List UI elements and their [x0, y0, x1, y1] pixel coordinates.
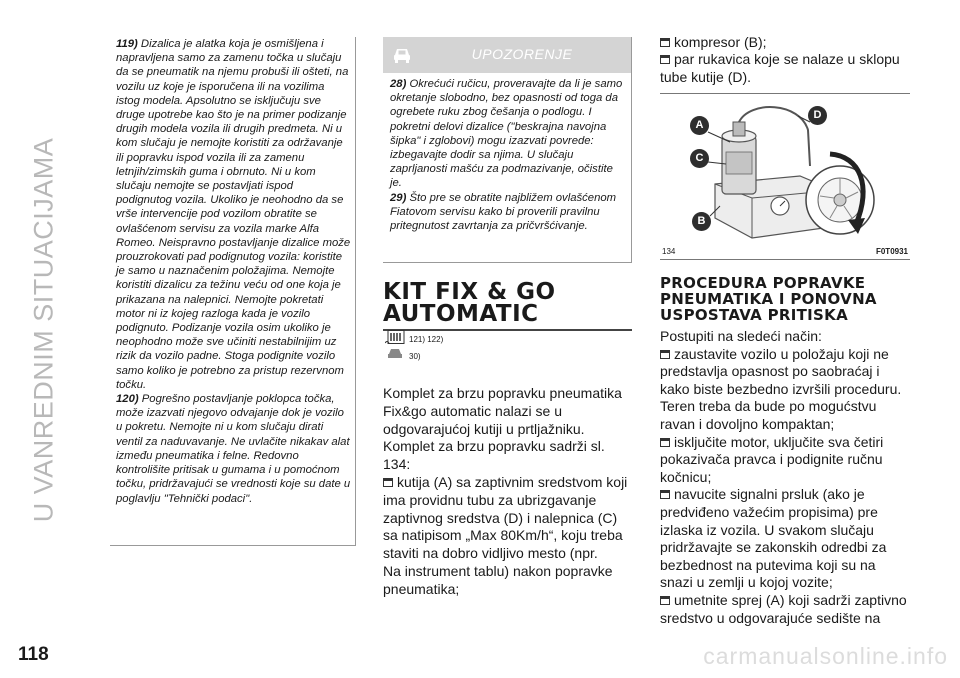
bullet-icon [660, 55, 670, 64]
label-c: C [695, 152, 704, 164]
kit-bullet-text: kompresor (B); [674, 34, 767, 50]
page-number: 118 [18, 644, 49, 665]
warning-header [383, 37, 631, 73]
label-a: A [695, 119, 704, 131]
note-number: 29) [390, 191, 407, 204]
kit-bullet [383, 474, 635, 563]
kit-description [383, 385, 635, 599]
kit-paragraph: Komplet za brzu popravku pneumatika Fix&go automatic nalazi se u odgovarajućoj kutiji u prtljažniku. [383, 385, 622, 437]
kit-paragraph: Na instrument tablu) nakon popravke pneumatika; [383, 562, 613, 597]
note-number: 119) [116, 38, 138, 50]
warning-body [383, 73, 631, 233]
bullet-icon [660, 350, 670, 359]
ref-row-1 [385, 330, 443, 344]
procedure-intro: Postupiti na sledeći način: [660, 328, 822, 344]
label-b-marker [692, 212, 711, 231]
note-120 [116, 392, 351, 506]
procedure-step [660, 592, 912, 627]
warning-note-28 [390, 77, 625, 191]
figure-number: 134 [662, 247, 676, 256]
warning-note-29 [390, 191, 625, 234]
bullet-icon [383, 478, 393, 487]
ref-row-2 [385, 347, 443, 361]
procedure-step-text: zaustavite vozilo u položaju koji ne predstavlja opasnost po saobraćaj i kako biste bezbedno izvršili proceduru. Teren treba da bude po mogućstvu ravan i dovoljno kompaktan; [660, 345, 902, 432]
bullet-icon [660, 438, 670, 447]
kit-paragraph: Komplet za brzu popravku sadrži sl. 134: [383, 438, 605, 473]
note-number: 120) [116, 393, 139, 406]
note-number: 28) [390, 78, 407, 90]
repair-procedure-title: PROCEDURA POPRAVKE PNEUMATIKA I PONOVNA USPOSTAVA PRITISKA [660, 274, 877, 324]
repair-procedure-steps [660, 328, 912, 627]
note-text: Dizalica je alatka koja je osmišljena i napravljena samo za zamenu točka u slučaju da se pneumatik na njemu probuši ili ošteti, na vozilu uz koje je isporučena ili na vozilima istog modela. Apsolutno se isključuju sve druge upotrebe kao što je na primer podizanje drugih modela vozila ili drugih predmeta. Ni u kom slučaju je nemojte koristiti za održavanje ili popravku ispod vozila ili za zamenu letnjih/zimskih guma i obrnuto. Ni u kom slučaju nemojte se postavljati ispod podignutog vozila. Ukoliko je neohodno da se vrše intervencije pod vozilom obratite se ovlašćenom servisu za vozila marke Alfa Romeo. Neispravno postavljanje dizalice može prouzrokovati pad podignutog vozila: koristite je samo u naznačenim položajima. Nemojte koristiti dizalicu za težinu veću od one koja je prikazana na nalepnici. Nemojte pokretati motor ni iz kojeg razloga kada je vozilo podignuto. Podizanje vozila osim ukoliko je neophodno može sve učiniti nestabilnijim uz rizik da vozilo padne. Stoga podignite vozilo samo koliko je potrebno za pristup rezervnom točku. [116, 38, 351, 391]
notes-column [110, 37, 356, 546]
procedure-step [660, 346, 912, 434]
label-d: D [813, 109, 822, 121]
note-text: Što pre se obratite najbližem ovlašćenom Fiatovom servisu kako bi proverili pravilnu pritegnutost zavrtanja za pričvršćivanje. [390, 191, 617, 233]
figure-134 [660, 93, 910, 260]
watermark: carmanualsonline.info [703, 643, 948, 669]
procedure-step-text: navucite signalni prsluk (ako je predviđeno važećim propisima) pre izlaska iz vozila. U svakom slučaju pridržavajte se zakonskih odredbi za bezbednost na putevima koji su na snazi u zemlji u kojoj vozite; [660, 486, 887, 591]
procedure-step [660, 486, 912, 592]
manual-book-icon [385, 330, 405, 344]
label-c-marker [690, 149, 709, 168]
warning-box [383, 37, 632, 263]
ref-numbers: 30) [409, 352, 421, 361]
bullet-icon [660, 490, 670, 499]
warning-car-small-icon [385, 347, 405, 361]
label-a-marker [690, 116, 709, 135]
kit-section-title: KIT FIX & GO AUTOMATIC [383, 281, 632, 331]
warning-title: UPOZORENJE [471, 46, 573, 62]
kit-bullet [660, 34, 912, 51]
label-b: B [697, 215, 706, 227]
note-text: Okrećući ručicu, proveravajte da li je samo okretanje slobodno, bez opasnosti od toga da ogrebete ruku zbog češanja o podlogu. I pokretni delovi dizalice ("beskrajna navojna šipka" i zglobovi) mogu izazvati povrede: izbegavajte dodir sa njima. U slučaju zaprljanosti mašću za podmazivanje, očistite je. [390, 78, 623, 190]
ref-numbers: 121) 122) [409, 335, 444, 344]
figure-code: F0T0931 [875, 247, 908, 256]
kit-contents-continued [660, 34, 912, 86]
bullet-icon [660, 596, 670, 605]
procedure-step [660, 434, 912, 487]
note-119 [116, 37, 351, 392]
chapter-side-title-text: U VANREDNIM SITUACIJAMA [28, 137, 59, 523]
reference-icons [385, 330, 443, 364]
label-d-marker [808, 106, 827, 125]
kit-bullet-text: par rukavica koje se nalaze u sklopu tube kutije (D). [660, 51, 900, 85]
note-text: Pogrešno postavljanje poklopca točka, može izazvati njegovo odvajanje dok je vozilo u pokretu. Nemojte ni u kom slučaju dirati ventil za naduvavanje. Ne uvlačite nikakav alat između pneumatika i felne. Redovno kontrolišite pritisak u gumama i u pomoćnom točku, pridržavajući se vrednosti koje su date u poglavlju "Tehnički podaci". [116, 393, 351, 505]
procedure-step-text: isključite motor, uključite sva četiri pokazivača pravca i podignite ručnu kočnicu; [660, 433, 884, 485]
kit-bullet-text: kutija (A) sa zaptivnim sredstvom koji ima providnu tubu za ubrizgavanje zaptivnog sredstva (D) i nalepnica (C) sa natipisom „Max 80Km/h“, koju treba staviti na dobro vidljivo mesto (npr. [383, 473, 628, 562]
bullet-icon [660, 38, 670, 47]
procedure-step-text: umetnite sprej (A) koji sadrži zaptivno sredstvo u odgovarajuće sedište na [660, 591, 907, 626]
kit-bullet [660, 51, 912, 86]
